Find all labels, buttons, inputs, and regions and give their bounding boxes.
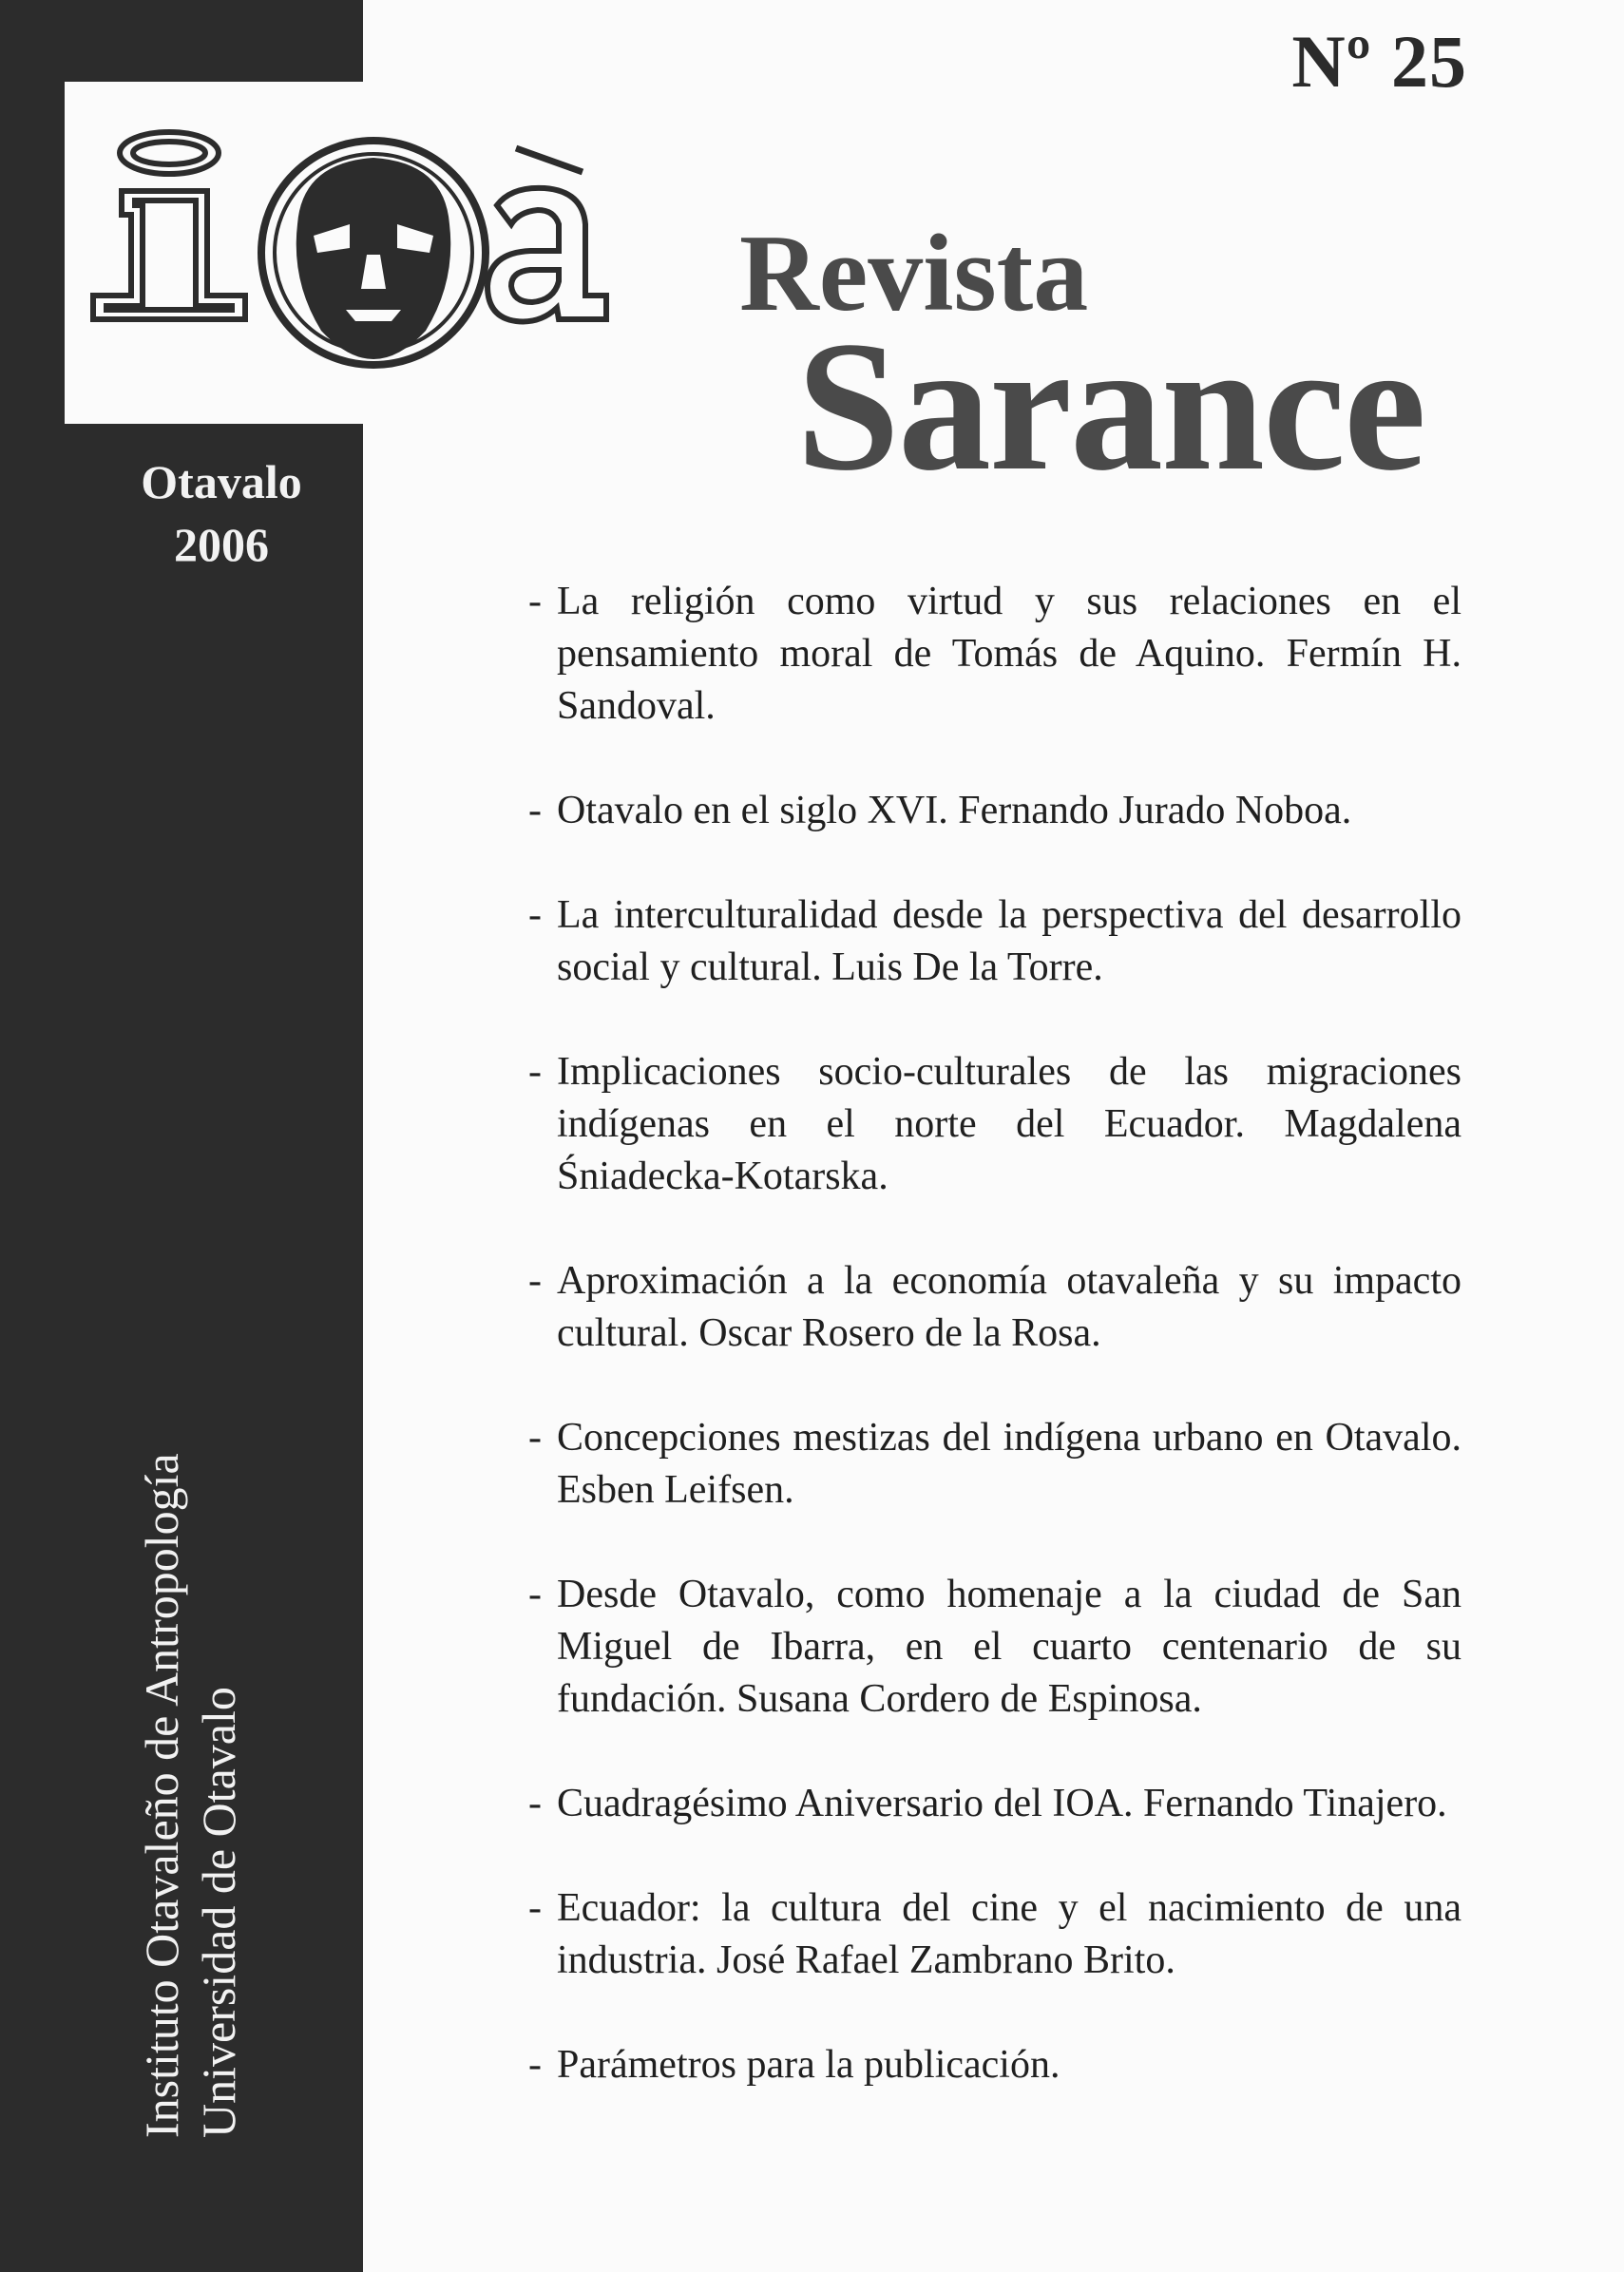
- logo-letter-i: [93, 132, 245, 319]
- toc-entry-text: Parámetros para la publicación.: [557, 2043, 1060, 2087]
- toc-entry-text: La interculturalidad desde la perspectiva del desarrollo social y cultural. Luis De la Torre.: [557, 893, 1462, 989]
- list-bullet: -: [528, 1050, 542, 1094]
- list-bullet: -: [528, 2043, 542, 2087]
- list-item: [528, 1046, 1462, 1203]
- journal-title-line2: Sarance: [796, 303, 1424, 509]
- list-bullet: -: [528, 893, 542, 937]
- list-bullet: -: [528, 1782, 542, 1825]
- table-of-contents: [528, 576, 1462, 2144]
- list-bullet: -: [528, 1416, 542, 1460]
- list-bullet: -: [528, 789, 542, 832]
- list-item: [528, 1412, 1462, 1517]
- list-bullet: -: [528, 1259, 542, 1303]
- face-emblem-icon: [261, 141, 486, 365]
- list-item: [528, 1882, 1462, 1987]
- journal-title-line1: Revista: [739, 213, 1089, 334]
- list-item: [528, 785, 1462, 837]
- list-item: [528, 2039, 1462, 2091]
- list-bullet: -: [528, 580, 542, 623]
- toc-entry-text: Otavalo en el siglo XVI. Fernando Jurado Noboa.: [557, 789, 1352, 832]
- logo: [65, 82, 663, 424]
- list-bullet: -: [528, 1886, 542, 1930]
- toc-entry-text: Desde Otavalo, como homenaje a la ciudad de San Miguel de Ibarra, en el cuarto centenario de su fundación. Susana Cordero de Espinosa.: [557, 1573, 1462, 1721]
- list-item: [528, 1255, 1462, 1360]
- year-label: 2006: [174, 518, 269, 571]
- ioa-logo-icon: [65, 82, 663, 424]
- toc-entry-text: Implicaciones socio-culturales de las migraciones indígenas en el norte del Ecuador. Magdalena Śniadecka-Kotarska.: [557, 1050, 1462, 1198]
- list-bullet: -: [528, 1573, 542, 1616]
- list-item: [528, 889, 1462, 994]
- toc-entry-text: Aproximación a la economía otavaleña y su impacto cultural. Oscar Rosero de la Rosa.: [557, 1259, 1462, 1355]
- issue-number: Nº 25: [1291, 20, 1467, 103]
- institution-name: Instituto Otavaleño de Antropología: [135, 1453, 188, 2138]
- logo-letter-a: [487, 148, 606, 321]
- list-item: [528, 576, 1462, 733]
- toc-entry-text: Cuadragésimo Aniversario del IOA. Fernando Tinajero.: [557, 1782, 1447, 1825]
- toc-entry-text: La religión como virtud y sus relaciones en el pensamiento moral de Tomás de Aquino. Fermín H. Sandoval.: [557, 580, 1462, 728]
- list-item: [528, 1569, 1462, 1726]
- toc-entry-text: Concepciones mestizas del indígena urbano en Otavalo. Esben Leifsen.: [557, 1416, 1462, 1512]
- publisher-vertical-text: [133, 1453, 247, 2138]
- place-label: Otavalo: [141, 455, 302, 508]
- toc-entry-text: Ecuador: la cultura del cine y el nacimiento de una industria. José Rafael Zambrano Brito.: [557, 1886, 1462, 1982]
- university-name: Universidad de Otavalo: [192, 1687, 245, 2138]
- place-and-year: [84, 450, 359, 576]
- list-item: [528, 1778, 1462, 1830]
